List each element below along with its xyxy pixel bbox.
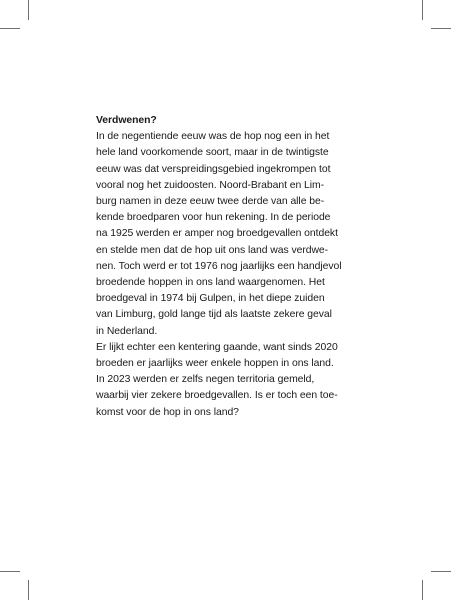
text-line: komst voor de hop in ons land? (96, 406, 239, 418)
text-line: eeuw was dat verspreidingsgebied ingekrompen tot (96, 163, 331, 175)
paragraph (96, 129, 366, 340)
text-line: In de negentiende eeuw was de hop nog een in het (96, 131, 330, 143)
text-line: na 1925 werden er amper nog broedgevallen ontdekt (96, 228, 338, 240)
text-line: in Nederland. (96, 325, 158, 337)
text-line: nen. Toch werd er tot 1976 nog jaarlijks een handjevol (96, 260, 342, 272)
crop-mark (422, 0, 423, 20)
text-line: van Limburg, gold lange tijd als laatste zekere geval (96, 309, 332, 321)
text-line: hele land voorkomende soort, maar in de twintigste (96, 147, 329, 159)
paragraph (96, 340, 366, 421)
text-line: vooral nog het zuidoosten. Noord-Brabant en Lim- (96, 179, 325, 191)
crop-mark (431, 571, 451, 572)
text-line: broedgeval in 1974 bij Gulpen, in het diepe zuiden (96, 293, 325, 305)
crop-mark (422, 580, 423, 600)
crop-mark (28, 0, 29, 20)
crop-mark (0, 28, 20, 29)
text-line: waarbij vier zekere broedgevallen. Is er toch een toe- (96, 390, 338, 402)
text-line: burg namen in deze eeuw twee derde van alle be- (96, 196, 325, 208)
text-line: In 2023 werden er zelfs negen territoria gemeld, (96, 374, 315, 386)
text-line: en stelde men dat de hop uit ons land was verdwe- (96, 244, 329, 256)
crop-mark (431, 28, 451, 29)
text-line: Er lijkt echter een kentering gaande, want sinds 2020 (96, 341, 338, 353)
text-line: kende broedparen voor hun rekening. In de periode (96, 212, 331, 224)
text-line: broedende hoppen in ons land waargenomen. Het (96, 277, 325, 289)
section-heading: Verdwenen? (96, 115, 157, 126)
crop-mark (28, 580, 29, 600)
text-line: broeden er jaarlijks weer enkele hoppen in ons land. (96, 358, 334, 370)
crop-mark (0, 571, 20, 572)
article-body (96, 113, 366, 421)
